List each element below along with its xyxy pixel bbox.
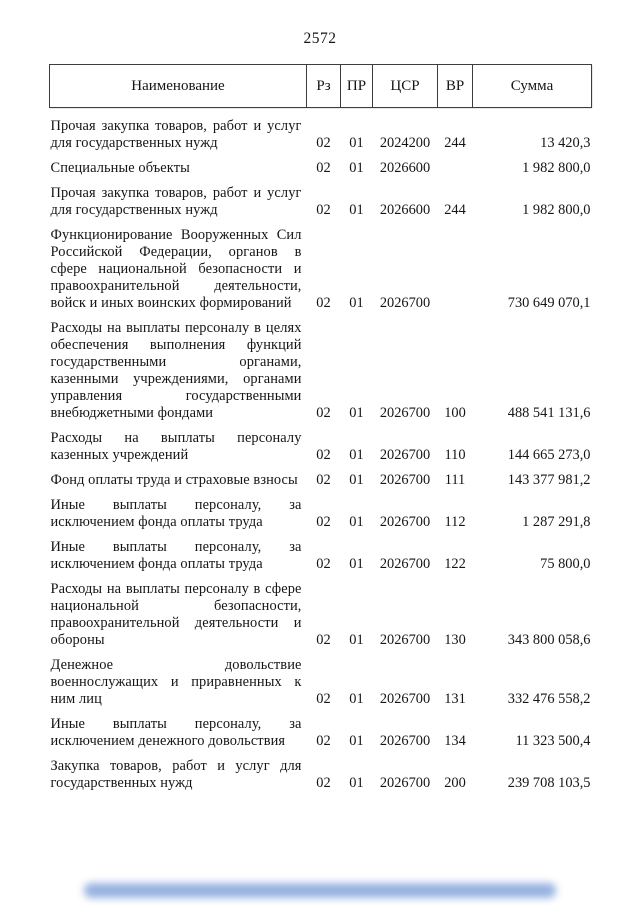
col-header-csr: ЦСР [373,65,438,108]
table-row [50,708,592,750]
table-row [50,219,592,312]
col-header-vr: ВР [438,65,473,108]
row-sum-cell: 1 982 800,0 [522,160,591,176]
row-rz-cell: 02 [316,447,331,463]
row-pr-cell: 01 [349,135,364,151]
row-rz-cell: 02 [316,556,331,572]
table-row [50,531,592,573]
row-csr-cell: 2026700 [379,733,431,749]
page-number: 2572 [303,30,337,47]
row-vr-cell: 110 [444,447,466,463]
row-vr-cell [438,152,473,177]
row-sum-cell: 143 377 981,2 [507,472,591,488]
row-rz-cell: 02 [316,691,331,707]
row-vr-cell: 100 [444,405,466,421]
row-vr-cell [438,219,473,312]
row-rz-cell: 02 [316,472,331,488]
row-pr-cell: 01 [349,514,364,530]
row-sum-cell: 75 800,0 [540,556,591,572]
row-csr-cell: 2026700 [379,691,431,707]
row-sum-cell: 730 649 070,1 [507,295,591,311]
row-rz-cell: 02 [316,405,331,421]
row-rz-cell: 02 [316,202,331,218]
row-pr-cell: 01 [349,472,364,488]
row-rz-cell: 02 [316,295,331,311]
col-header-name: Наименование [50,65,307,108]
row-sum-cell: 1 287 291,8 [522,514,591,530]
row-csr-cell: 2024200 [379,135,431,151]
row-name-cell: Прочая закупка товаров, работ и услуг для государственных нужд [50,118,302,151]
row-pr-cell: 01 [349,405,364,421]
row-csr-cell: 2026700 [379,405,431,421]
row-vr-cell: 134 [444,733,466,749]
row-pr-cell: 01 [349,632,364,648]
redacted-blur-bar [84,883,556,898]
row-vr-cell: 131 [444,691,466,707]
row-pr-cell: 01 [349,202,364,218]
col-header-pr: ПР [341,65,373,108]
row-rz-cell: 02 [316,135,331,151]
row-sum-cell: 1 982 800,0 [522,202,591,218]
row-name-cell: Расходы на выплаты персоналу в сфере национальной безопасности, правоохранительной деятельности и обороны [50,581,302,648]
row-name-cell: Расходы на выплаты персоналу в целях обеспечения выполнения функций государственными органами, казенными учреждениями, органами управления государственными внебюджетными фондами [50,320,302,421]
col-header-sum: Сумма [473,65,592,108]
row-pr-cell: 01 [349,775,364,791]
row-vr-cell: 112 [444,514,466,530]
row-pr-cell: 01 [349,691,364,707]
row-csr-cell: 2026700 [379,514,431,530]
row-csr-cell: 2026700 [379,472,431,488]
table-row [50,489,592,531]
row-pr-cell: 01 [349,160,364,176]
table-row [50,422,592,464]
table-row [50,108,592,153]
row-rz-cell: 02 [316,775,331,791]
row-csr-cell: 2026700 [379,556,431,572]
row-name-cell: Денежное довольствие военнослужащих и приравненных к ним лиц [50,657,302,707]
row-name-cell: Специальные объекты [50,160,190,176]
row-name-cell: Иные выплаты персоналу, за исключением фонда оплаты труда [50,539,302,572]
table-row [50,152,592,177]
row-name-cell: Расходы на выплаты персоналу казенных учреждений [50,430,302,463]
row-name-cell: Закупка товаров, работ и услуг для государственных нужд [50,758,302,791]
row-csr-cell: 2026700 [379,775,431,791]
row-csr-cell: 2026700 [379,632,431,648]
table-row [50,312,592,422]
table-row [50,464,592,489]
row-rz-cell: 02 [316,632,331,648]
table-row [50,177,592,219]
table-header-row [50,65,592,108]
row-rz-cell: 02 [316,514,331,530]
row-vr-cell: 130 [444,632,466,648]
row-sum-cell: 11 323 500,4 [515,733,591,749]
budget-table [49,64,592,792]
row-name-cell: Прочая закупка товаров, работ и услуг для государственных нужд [50,185,302,218]
row-name-cell: Фонд оплаты труда и страховые взносы [50,472,298,488]
row-csr-cell: 2026700 [379,295,431,311]
row-vr-cell: 111 [444,472,466,488]
row-sum-cell: 144 665 273,0 [507,447,591,463]
row-name-cell: Функционирование Вооруженных Сил Российской Федерации, органов в сфере национальной безопасности и правоохранительной деятельности, войск и иных воинских формирований [50,227,302,311]
row-csr-cell: 2026600 [379,160,431,176]
row-pr-cell: 01 [349,447,364,463]
row-vr-cell: 200 [444,775,466,791]
table-row [50,750,592,792]
row-sum-cell: 239 708 103,5 [507,775,591,791]
row-sum-cell: 13 420,3 [540,135,591,151]
table-row [50,573,592,649]
row-sum-cell: 343 800 058,6 [507,632,591,648]
row-rz-cell: 02 [316,160,331,176]
row-vr-cell: 244 [444,202,466,218]
row-vr-cell: 122 [444,556,466,572]
col-header-rz: Рз [307,65,341,108]
row-vr-cell: 244 [444,135,466,151]
row-pr-cell: 01 [349,295,364,311]
row-csr-cell: 2026600 [379,202,431,218]
row-sum-cell: 332 476 558,2 [507,691,591,707]
row-name-cell: Иные выплаты персоналу, за исключением фонда оплаты труда [50,497,302,530]
row-pr-cell: 01 [349,556,364,572]
row-sum-cell: 488 541 131,6 [507,405,591,421]
table-row [50,649,592,708]
row-name-cell: Иные выплаты персоналу, за исключением денежного довольствия [50,716,302,749]
row-rz-cell: 02 [316,733,331,749]
row-csr-cell: 2026700 [379,447,431,463]
row-pr-cell: 01 [349,733,364,749]
